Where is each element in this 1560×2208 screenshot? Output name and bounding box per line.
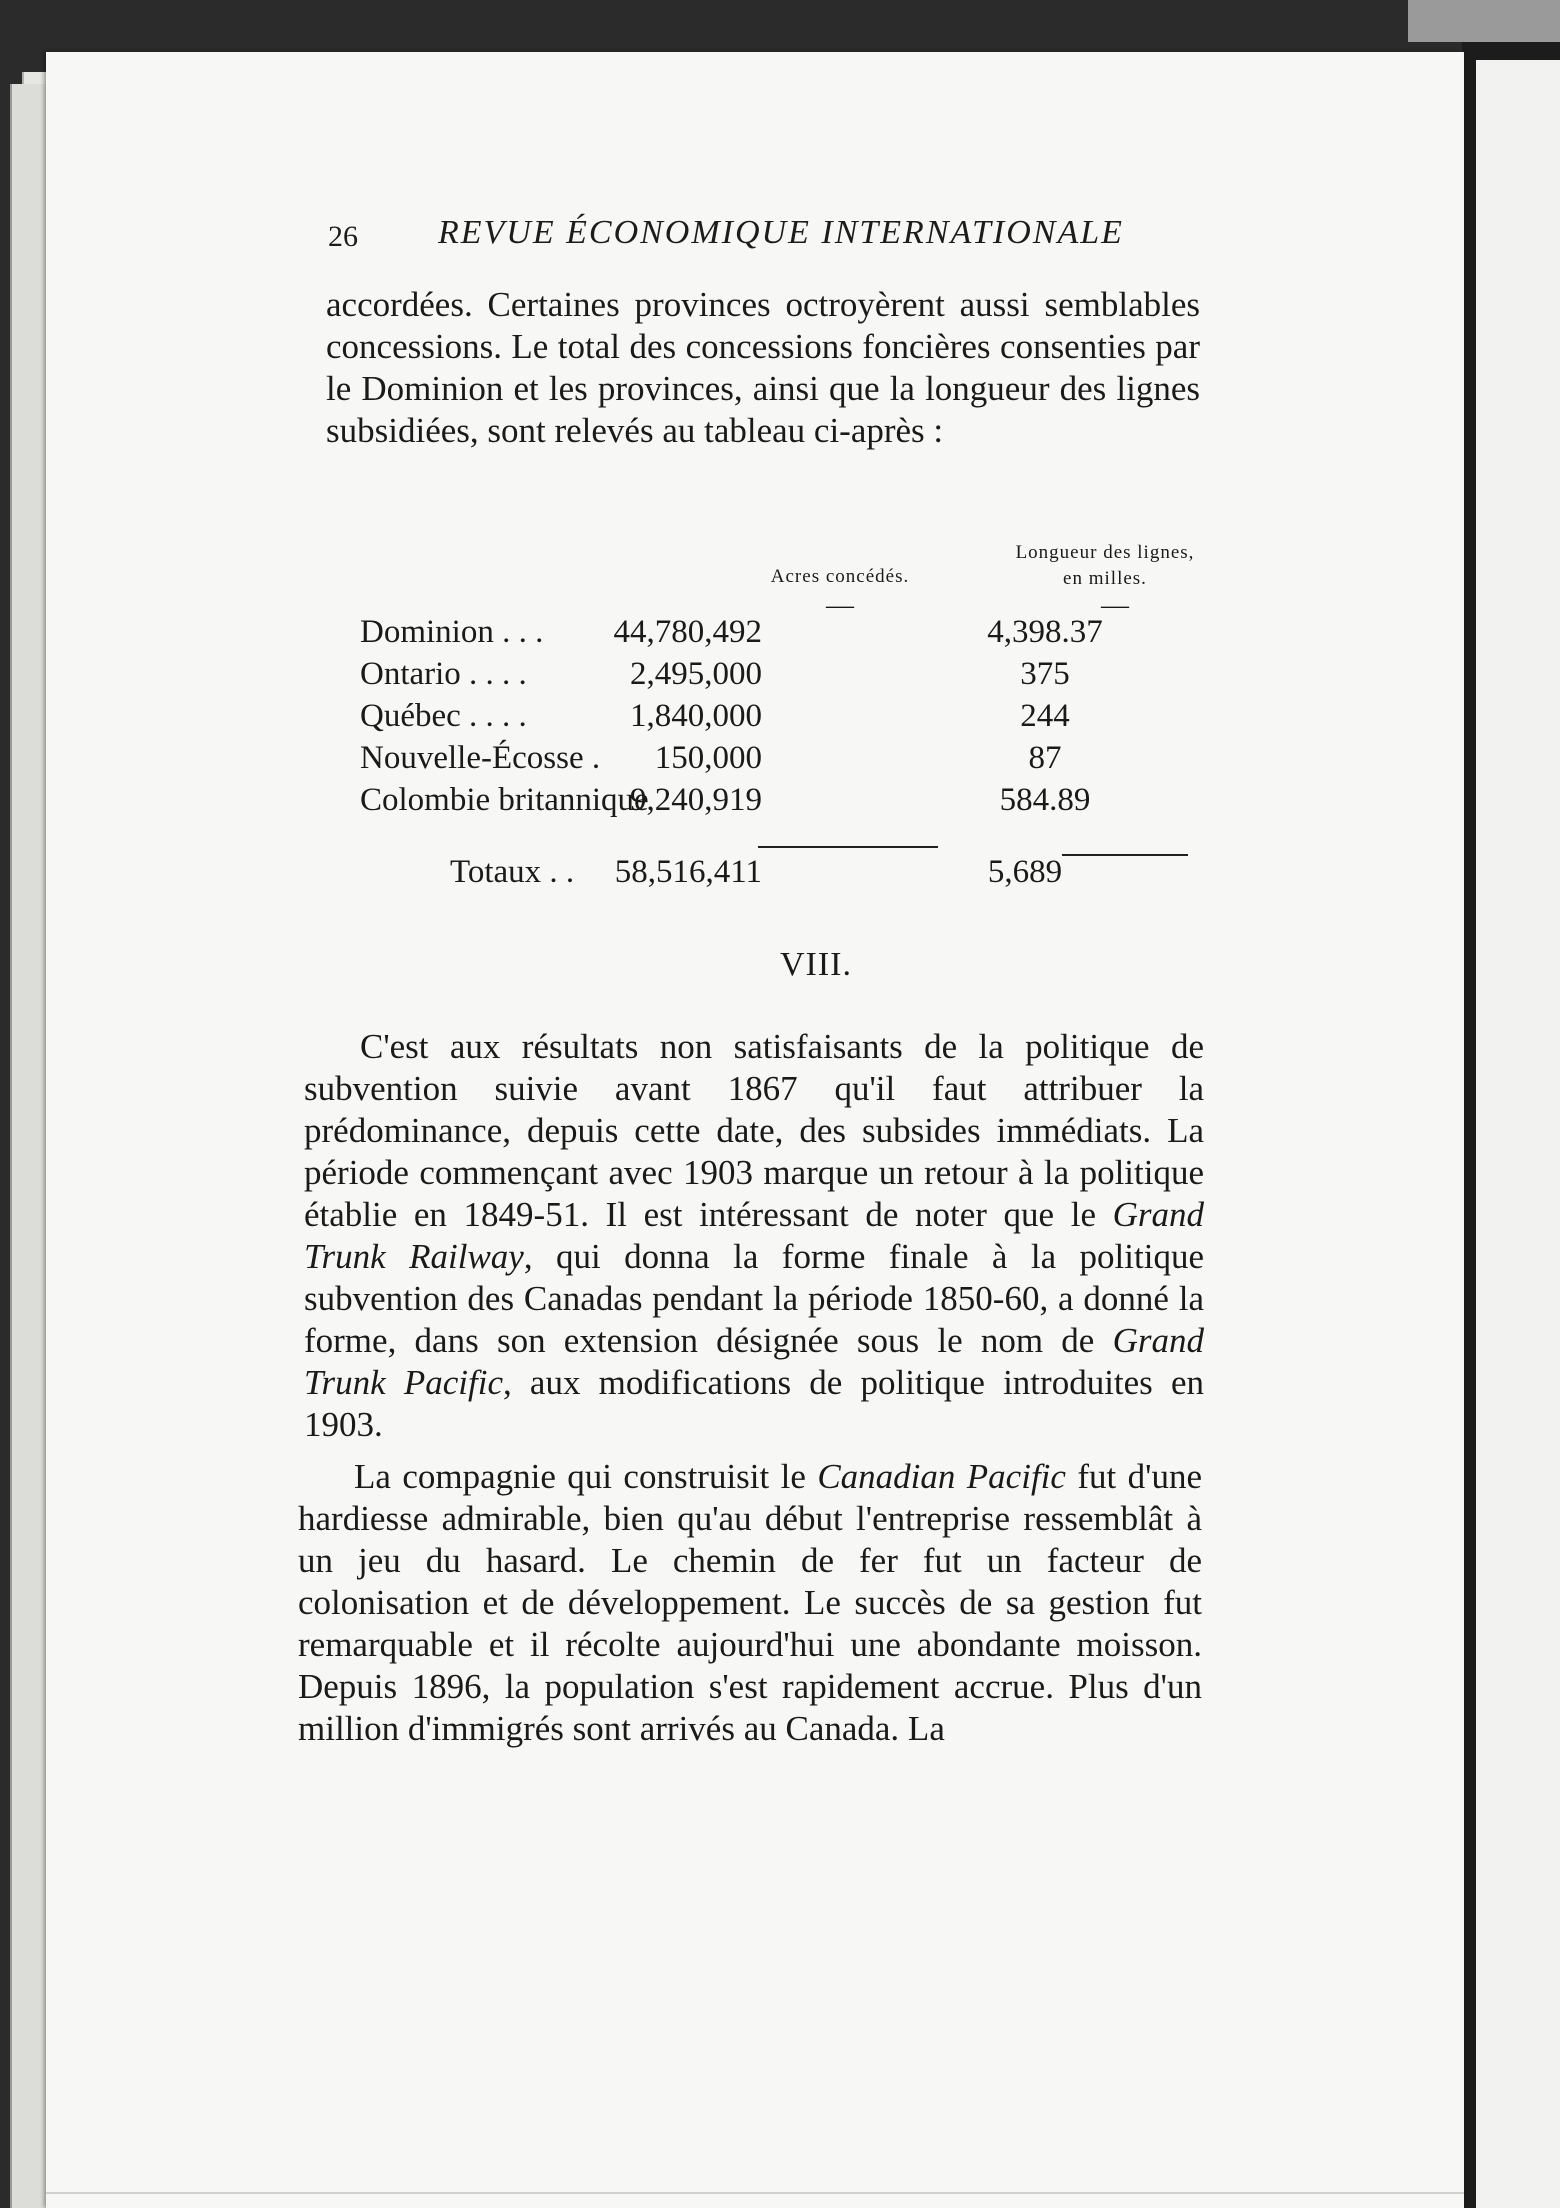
table-row bbox=[330, 614, 1210, 656]
row-acres: 1,840,000 bbox=[630, 698, 762, 734]
table-row bbox=[330, 698, 1210, 740]
paragraph-text: , qui donna la forme finale à la politique subvention des Canadas pendant la période 1850-60, a donné la forme, dans son extension désignée sous le nom de bbox=[304, 1237, 1204, 1360]
page-bottom-edge bbox=[46, 2192, 1464, 2194]
paragraph-text: C'est aux résultats non satisfaisants de la politique de subvention suivie avant 1867 qu'il faut attribuer la prédominance, depuis cette date, des subsides immédiats. La période commençant avec 1903 marque un retour à la politique établie en 1849-51. Il est intéressant de noter que le bbox=[304, 1027, 1204, 1234]
italic-term: Canadian Pacific bbox=[817, 1457, 1066, 1496]
column-header-acres: Acres concédés. bbox=[770, 566, 910, 587]
row-length: 87 bbox=[1028, 740, 1062, 776]
paragraph-text: , aux modifications de politique introduites en 1903. bbox=[304, 1363, 1205, 1444]
row-length: 244 bbox=[1020, 698, 1070, 734]
row-acres: 2,495,000 bbox=[630, 656, 762, 692]
running-title: REVUE ÉCONOMIQUE INTERNATIONALE bbox=[438, 214, 1124, 251]
row-label: Québec . . . . bbox=[360, 698, 527, 734]
total-length: 5,689 bbox=[987, 854, 1063, 890]
italic-term: Grand Trunk Railway bbox=[304, 1195, 1204, 1276]
total-label: Totaux . . bbox=[450, 854, 575, 890]
italic-term: Grand Trunk Pacific bbox=[304, 1321, 1204, 1402]
row-label: Colombie britannique bbox=[360, 782, 649, 818]
row-length: 375 bbox=[1020, 656, 1070, 692]
column-dash-acres: — bbox=[826, 590, 854, 621]
paragraph-text: fut d'une hardiesse admirable, bien qu'au début l'entreprise ressemblât à un jeu du hasard. Le chemin de fer fut un facteur de colonisation et de développement. Le succès de sa gestion fut remarquable et il récolte aujourd'hui une abondante moisson. Depuis 1896, la population s'est rapidement accrue. Plus d'un million d'immigrés sont arrivés au Canada. La bbox=[298, 1457, 1202, 1748]
row-acres: 9,240,919 bbox=[630, 782, 762, 818]
paragraph-intro: accordées. Certaines provinces octroyèrent aussi semblables concessions. Le total des concessions foncières consenties par le Dominion et les provinces, ainsi que la longueur des lignes subsidiées, sont relevés au tableau ci-après : bbox=[326, 285, 1200, 450]
row-length: 4,398.37 bbox=[987, 614, 1103, 650]
row-acres: 150,000 bbox=[654, 740, 762, 776]
sum-rule-acres bbox=[758, 846, 938, 848]
facing-page-edge bbox=[1476, 60, 1560, 2208]
section-heading: VIII. bbox=[779, 946, 853, 983]
paragraph-text: La compagnie qui construisit le bbox=[354, 1457, 818, 1496]
total-acres: 58,516,411 bbox=[614, 854, 762, 890]
table-total-row bbox=[330, 854, 1210, 896]
column-dash-length: — bbox=[1101, 590, 1129, 621]
paragraph-canadian-pacific bbox=[298, 1456, 1202, 1750]
page-header bbox=[328, 214, 1200, 270]
row-label: Ontario . . . . bbox=[360, 656, 527, 692]
table-row bbox=[330, 656, 1210, 698]
table-row bbox=[330, 740, 1210, 782]
paragraph-viii bbox=[304, 1026, 1204, 1446]
concessions-table bbox=[330, 532, 1210, 912]
table-row bbox=[330, 782, 1210, 824]
row-label: Dominion . . . bbox=[360, 614, 544, 650]
column-header-length: Longueur des lignes, en milles. bbox=[1015, 542, 1195, 589]
row-length: 584.89 bbox=[999, 782, 1091, 818]
backdrop-corner bbox=[1408, 0, 1560, 42]
page-number: 26 bbox=[328, 220, 358, 253]
row-acres: 44,780,492 bbox=[613, 614, 762, 650]
row-label: Nouvelle-Écosse . bbox=[360, 740, 601, 776]
